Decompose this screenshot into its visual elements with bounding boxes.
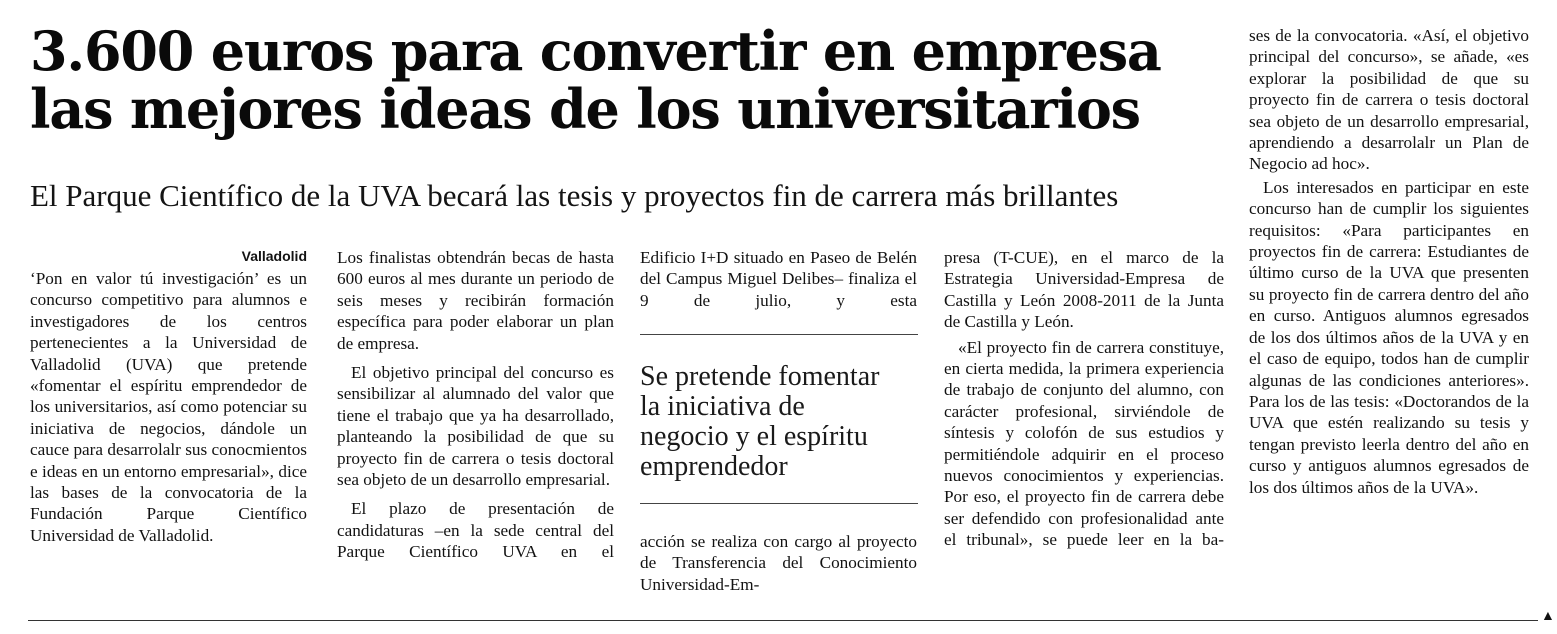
column-3-paragraph-1: Edificio I+D situado en Paseo de Belén del Campus Miguel Delibes– finaliza el 9 de julio, y esta [640, 248, 917, 310]
column-2-paragraph-3: El plazo de presentación de candidaturas –en la sede central del Parque Científico UVA en el [337, 499, 614, 562]
dateline: Valladolid [241, 248, 307, 264]
pullquote-bottom-rule [640, 503, 918, 504]
column-3-top [640, 247, 917, 311]
column-4-paragraph-2: «El proyecto fin de carrera constituye, en cierta medida, la primera experiencia de trabajo de conjunto del alumno, con carácter profesional, sirviéndole de síntesis y colofón de sus estudios y permitiéndole adquirir en el proceso nuevos conocimientos y experiencias. Por eso, el proyecto fin de carrera debe ser defendido con profesionalidad ante el tribunal», se puede leer en la ba- [944, 337, 1224, 550]
pullquote-line-2: la iniciativa de [640, 391, 805, 422]
column-2-paragraph-2: El objetivo principal del concurso es sensibilizar al alumnado del valor que tiene el trabajo que ya ha desarrollado, planteando la posibilidad de que su proyecto fin de carrera o tesis doctoral sea objeto de un desarrollo empresarial. [337, 363, 614, 490]
column-5-paragraph-2: Los interesados en participar en este concurso han de cumplir los siguientes requisitos: «Para participantes en proyectos fin de carrera: Estudiantes de último curso de la UVA que presenten su proyecto fin de carrera dentro del año en curso. Antiguos alumnos egresados de los dos últimos años de la UVA y en el caso de equipo, todos han de cumplir algunas de las condiciones anteriores». Para los de las tesis: «Doctorandos de la UVA que estén realizando su tesis y tengan previsto leerla dentro del año en curso y antiguos alumnos egresados de los dos últimos años de la UVA». [1249, 177, 1529, 497]
column-3-paragraph-2: acción se realiza con cargo al proyecto de Transferencia del Conocimiento Universidad-Em- [640, 532, 917, 594]
pullquote-line-3: negocio y el espíritu [640, 421, 868, 452]
headline-line-2: las mejores ideas de los universitarios [30, 77, 1140, 141]
subheadline: El Parque Científico de la UVA becará las tesis y proyectos fin de carrera más brillantes [30, 178, 1119, 213]
column-5-paragraph-1: ses de la convocatoria. «Así, el objetivo principal del concurso», se añade, «es explorar la posibilidad de que su proyecto fin de carrera o tesis doctoral sea objeto de un desarrollo empresarial, aprendiendo a desarrolalr un Plan de Negocio ad hoc». [1249, 26, 1529, 174]
bottom-rule [28, 620, 1538, 621]
column-2-paragraph-1: Los finalistas obtendrán becas de hasta 600 euros al mes durante un periodo de seis meses y recibirán formación específica para poder elaborar un plan de empresa. [337, 248, 614, 353]
headline [30, 19, 1220, 141]
column-1 [30, 247, 307, 546]
column-2 [337, 247, 614, 563]
column-3-bottom [640, 531, 917, 595]
pullquote-line-1: Se pretende fomentar [640, 361, 880, 392]
pullquote-line-4: emprendedor [640, 451, 788, 482]
end-mark-icon: ▲ [1541, 609, 1555, 624]
headline-line-1: 3.600 euros para convertir en empresa [30, 19, 1161, 83]
pullquote-top-rule [640, 334, 918, 335]
column-4-paragraph-1: presa (T-CUE), en el marco de la Estrategia Universidad-Empresa de Castilla y León 2008-2011 de la Junta de Castilla y León. [944, 248, 1224, 332]
column-1-paragraph-1: ‘Pon en valor tú investigación’ es un concurso competitivo para alumnos e investigadores de los centros pertenecientes a la Universidad de Valladolid (UVA) que pretende «fomentar el espíritu emprendedor de los universitarios, así como potenciar su iniciativa de negocios, dándole un cauce para desarrolalr sus conocmientos e ideas en un entorno empresarial», dice las bases de la convocatoria de la Fundación Parque Científico Universidad de Valladolid. [30, 269, 307, 545]
column-4 [944, 247, 1224, 551]
column-5 [1249, 25, 1529, 498]
pullquote [640, 362, 920, 482]
